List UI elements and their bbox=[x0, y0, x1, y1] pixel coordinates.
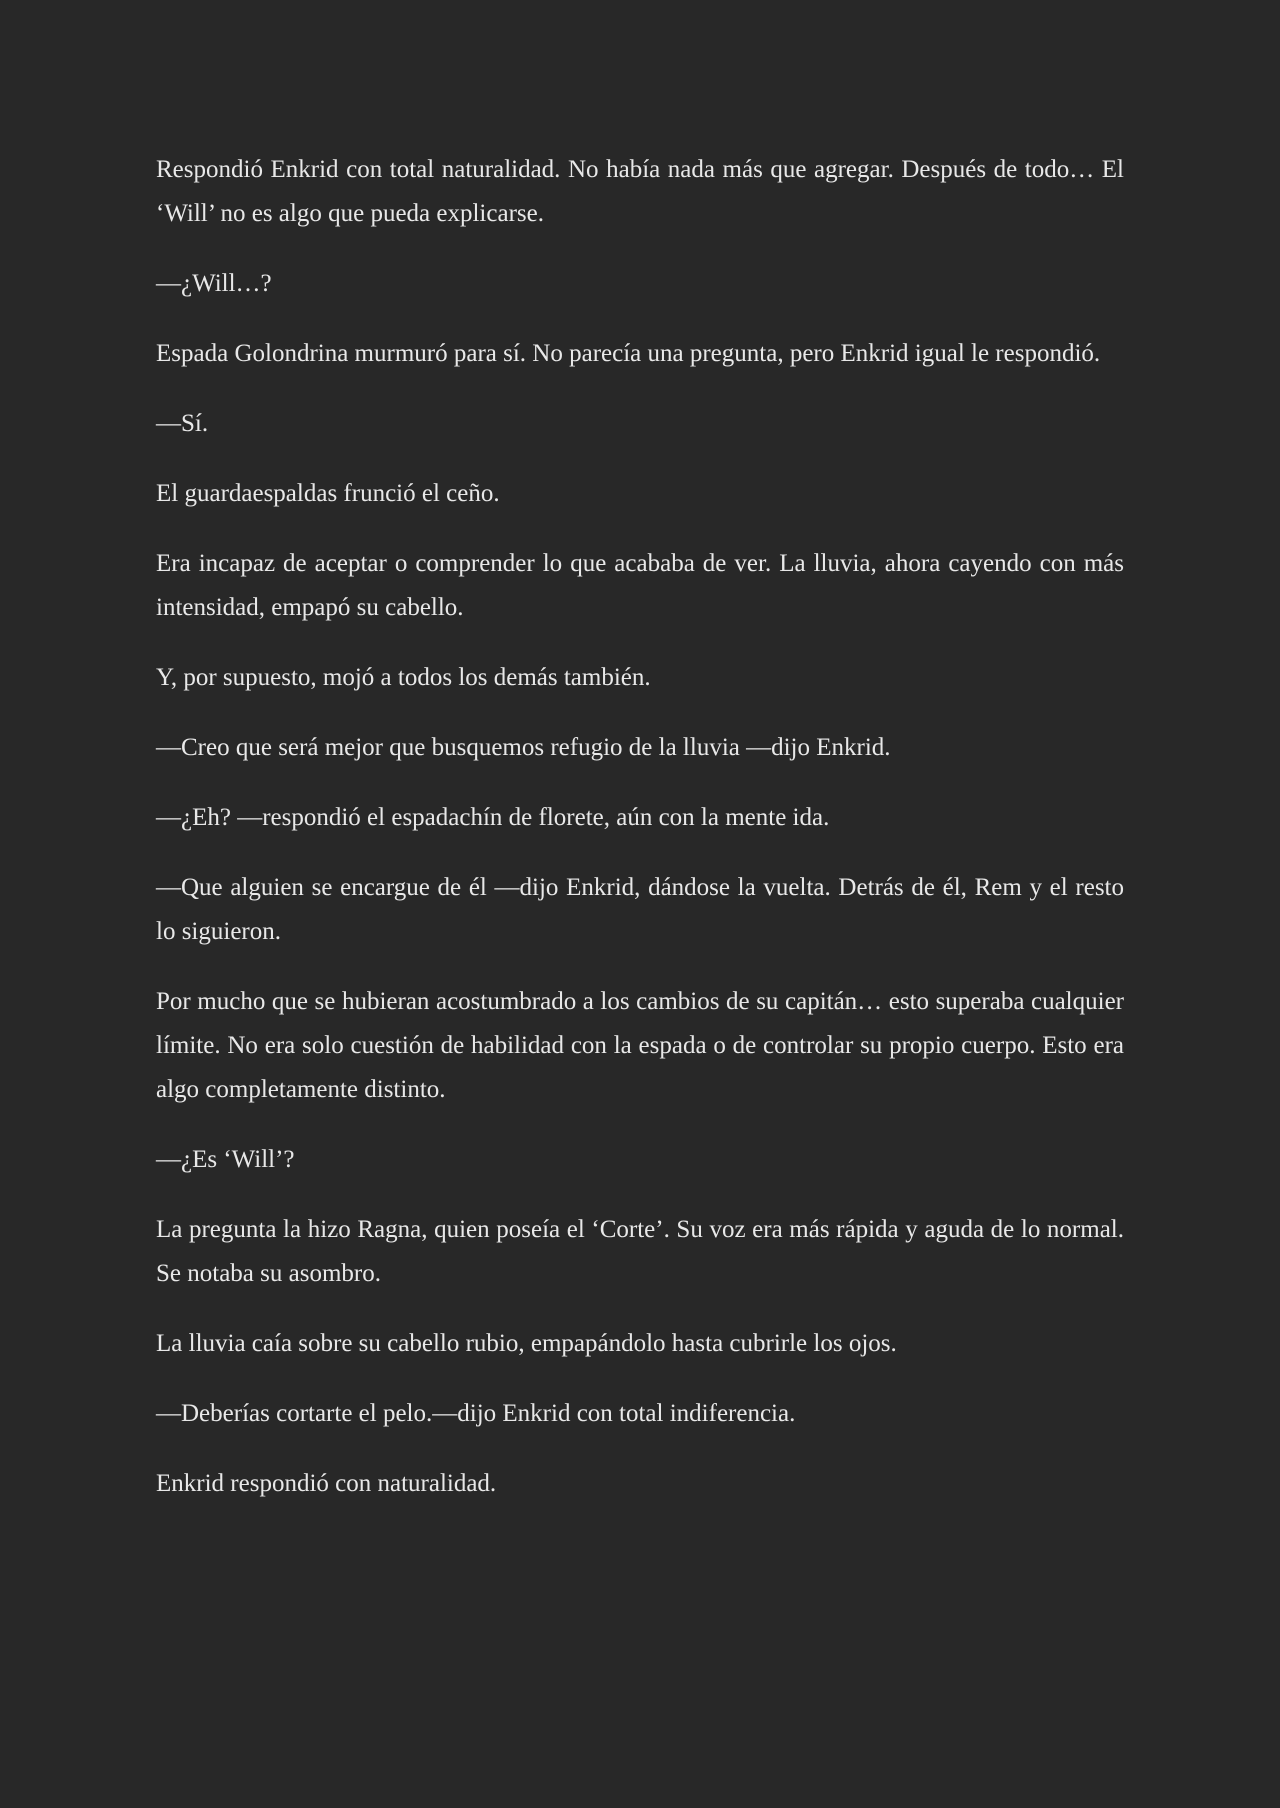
paragraph: La pregunta la hizo Ragna, quien poseía el ‘Corte’. Su voz era más rápida y aguda de lo normal. Se notaba su asombro. bbox=[156, 1216, 1124, 1287]
paragraph: —¿Es ‘Will’? bbox=[156, 1146, 295, 1173]
paragraph: Era incapaz de aceptar o comprender lo que acababa de ver. La lluvia, ahora cayendo con más intensidad, empapó su cabello. bbox=[156, 550, 1124, 621]
paragraph: Enkrid respondió con naturalidad. bbox=[156, 1470, 497, 1497]
paragraph: —¿Eh? —respondió el espadachín de florete, aún con la mente ida. bbox=[156, 804, 830, 831]
paragraph: El guardaespaldas frunció el ceño. bbox=[156, 480, 500, 507]
paragraph: —Deberías cortarte el pelo.—dijo Enkrid con total indiferencia. bbox=[156, 1400, 796, 1427]
paragraph: Respondió Enkrid con total naturalidad. No había nada más que agregar. Después de todo… El ‘Will’ no es algo que pueda explicarse. bbox=[156, 156, 1124, 227]
paragraph: Y, por supuesto, mojó a todos los demás también. bbox=[156, 664, 651, 691]
paragraph: Por mucho que se hubieran acostumbrado a los cambios de su capitán… esto superaba cualquier límite. No era solo cuestión de habilidad con la espada o de controlar su propio cuerpo. Esto era algo completamente distinto. bbox=[156, 988, 1124, 1103]
paragraph: —Creo que será mejor que busquemos refugio de la lluvia —dijo Enkrid. bbox=[156, 734, 891, 761]
paragraph: —Que alguien se encargue de él —dijo Enkrid, dándose la vuelta. Detrás de él, Rem y el resto lo siguieron. bbox=[156, 874, 1124, 945]
paragraph: La lluvia caía sobre su cabello rubio, empapándolo hasta cubrirle los ojos. bbox=[156, 1330, 897, 1357]
paragraph: —Sí. bbox=[156, 410, 209, 437]
paragraph: Espada Golondrina murmuró para sí. No parecía una pregunta, pero Enkrid igual le respondió. bbox=[156, 340, 1101, 367]
paragraph: —¿Will…? bbox=[156, 270, 272, 297]
chapter-text bbox=[156, 148, 1124, 1506]
